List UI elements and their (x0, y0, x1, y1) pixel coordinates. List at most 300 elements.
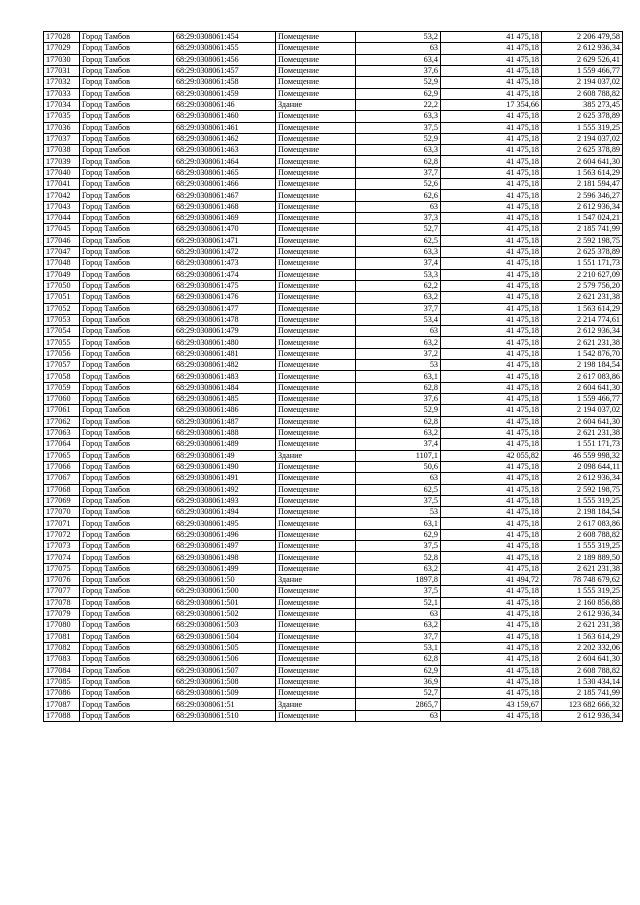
unit-cost-cell: 42 055,82 (441, 450, 542, 461)
unit-cost-cell: 41 475,18 (441, 54, 542, 65)
table-row (44, 699, 623, 710)
cadastral-value-cell: 2 621 231,38 (542, 292, 623, 303)
cadastral-number-cell: 68:29:0308061:461 (174, 122, 276, 133)
cadastral-number-cell: 68:29:0308061:471 (174, 235, 276, 246)
area-cell: 63,2 (356, 427, 441, 438)
object-type-cell: Помещение (276, 665, 356, 676)
area-cell: 62,8 (356, 654, 441, 665)
table-row (44, 77, 623, 88)
cadastral-value-cell: 1 555 319,25 (542, 495, 623, 506)
cadastral-value-cell: 2 608 788,82 (542, 88, 623, 99)
unit-cost-cell: 41 475,18 (441, 224, 542, 235)
cadastral-number-cell: 68:29:0308061:49 (174, 450, 276, 461)
unit-cost-cell: 41 475,18 (441, 439, 542, 450)
cadastral-number-cell: 68:29:0308061:466 (174, 179, 276, 190)
city-cell: Город Тамбов (80, 145, 174, 156)
area-cell: 62,8 (356, 382, 441, 393)
row-number-cell: 177071 (44, 518, 80, 529)
cadastral-value-cell: 2 604 641,30 (542, 416, 623, 427)
unit-cost-cell: 41 475,18 (441, 43, 542, 54)
area-cell: 62,9 (356, 88, 441, 99)
city-cell: Город Тамбов (80, 529, 174, 540)
city-cell: Город Тамбов (80, 575, 174, 586)
cadastral-number-cell: 68:29:0308061:464 (174, 156, 276, 167)
row-number-cell: 177047 (44, 246, 80, 257)
cadastral-value-cell: 1 563 614,29 (542, 303, 623, 314)
city-cell: Город Тамбов (80, 676, 174, 687)
object-type-cell: Помещение (276, 541, 356, 552)
object-type-cell: Помещение (276, 473, 356, 484)
cadastral-number-cell: 68:29:0308061:482 (174, 360, 276, 371)
city-cell: Город Тамбов (80, 32, 174, 43)
cadastral-number-cell: 68:29:0308061:475 (174, 280, 276, 291)
row-number-cell: 177063 (44, 427, 80, 438)
unit-cost-cell: 41 475,18 (441, 461, 542, 472)
city-cell: Город Тамбов (80, 360, 174, 371)
cadastral-value-cell: 2 198 184,54 (542, 507, 623, 518)
area-cell: 63,2 (356, 620, 441, 631)
city-cell: Город Тамбов (80, 699, 174, 710)
object-type-cell: Помещение (276, 167, 356, 178)
area-cell: 36,9 (356, 676, 441, 687)
cadastral-value-cell: 2 202 332,06 (542, 642, 623, 653)
area-cell: 52,9 (356, 133, 441, 144)
cadastral-number-cell: 68:29:0308061:500 (174, 586, 276, 597)
cadastral-value-cell: 2 181 594,47 (542, 179, 623, 190)
table-row (44, 688, 623, 699)
cadastral-value-cell: 385 273,45 (542, 99, 623, 110)
cadastral-value-cell: 2 194 037,02 (542, 77, 623, 88)
cadastral-value-cell: 2 617 083,86 (542, 518, 623, 529)
row-number-cell: 177064 (44, 439, 80, 450)
row-number-cell: 177058 (44, 371, 80, 382)
table-row (44, 65, 623, 76)
row-number-cell: 177054 (44, 326, 80, 337)
object-type-cell: Помещение (276, 642, 356, 653)
cadastral-number-cell: 68:29:0308061:492 (174, 484, 276, 495)
table-row (44, 32, 623, 43)
table-row (44, 495, 623, 506)
object-type-cell: Здание (276, 99, 356, 110)
unit-cost-cell: 41 475,18 (441, 88, 542, 99)
city-cell: Город Тамбов (80, 65, 174, 76)
table-row (44, 235, 623, 246)
city-cell: Город Тамбов (80, 405, 174, 416)
cadastral-number-cell: 68:29:0308061:481 (174, 348, 276, 359)
cadastral-value-cell: 1 555 319,25 (542, 541, 623, 552)
unit-cost-cell: 41 475,18 (441, 179, 542, 190)
city-cell: Город Тамбов (80, 620, 174, 631)
city-cell: Город Тамбов (80, 563, 174, 574)
cadastral-number-cell: 68:29:0308061:507 (174, 665, 276, 676)
cadastral-number-cell: 68:29:0308061:506 (174, 654, 276, 665)
row-number-cell: 177088 (44, 710, 80, 721)
city-cell: Город Тамбов (80, 213, 174, 224)
cadastral-value-cell: 2 612 936,34 (542, 326, 623, 337)
unit-cost-cell: 41 475,18 (441, 77, 542, 88)
table-row (44, 575, 623, 586)
cadastral-number-cell: 68:29:0308061:498 (174, 552, 276, 563)
row-number-cell: 177031 (44, 65, 80, 76)
row-number-cell: 177077 (44, 586, 80, 597)
table-row (44, 156, 623, 167)
table-row (44, 258, 623, 269)
city-cell: Город Тамбов (80, 665, 174, 676)
city-cell: Город Тамбов (80, 631, 174, 642)
cadastral-value-cell: 2 194 037,02 (542, 405, 623, 416)
unit-cost-cell: 41 475,18 (441, 360, 542, 371)
city-cell: Город Тамбов (80, 348, 174, 359)
unit-cost-cell: 41 475,18 (441, 280, 542, 291)
city-cell: Город Тамбов (80, 246, 174, 257)
object-type-cell: Здание (276, 450, 356, 461)
cadastral-number-cell: 68:29:0308061:496 (174, 529, 276, 540)
area-cell: 53,3 (356, 269, 441, 280)
cadastral-number-cell: 68:29:0308061:469 (174, 213, 276, 224)
table-row (44, 167, 623, 178)
row-number-cell: 177035 (44, 111, 80, 122)
table-row (44, 642, 623, 653)
cadastral-number-cell: 68:29:0308061:489 (174, 439, 276, 450)
area-cell: 37,6 (356, 394, 441, 405)
unit-cost-cell: 43 159,67 (441, 699, 542, 710)
table-row (44, 224, 623, 235)
object-type-cell: Помещение (276, 518, 356, 529)
row-number-cell: 177061 (44, 405, 80, 416)
object-type-cell: Помещение (276, 495, 356, 506)
area-cell: 62,6 (356, 190, 441, 201)
unit-cost-cell: 41 475,18 (441, 665, 542, 676)
table-row (44, 405, 623, 416)
cadastral-number-cell: 68:29:0308061:499 (174, 563, 276, 574)
cadastral-value-cell: 2 621 231,38 (542, 620, 623, 631)
cadastral-value-cell: 2 608 788,82 (542, 529, 623, 540)
area-cell: 62,8 (356, 416, 441, 427)
cadastral-number-cell: 68:29:0308061:460 (174, 111, 276, 122)
cadastral-value-cell: 2 621 231,38 (542, 563, 623, 574)
city-cell: Город Тамбов (80, 473, 174, 484)
object-type-cell: Помещение (276, 88, 356, 99)
table-row (44, 371, 623, 382)
table-row (44, 43, 623, 54)
object-type-cell: Помещение (276, 405, 356, 416)
table-row (44, 360, 623, 371)
row-number-cell: 177062 (44, 416, 80, 427)
table-row (44, 439, 623, 450)
unit-cost-cell: 41 475,18 (441, 292, 542, 303)
city-cell: Город Тамбов (80, 427, 174, 438)
object-type-cell: Помещение (276, 246, 356, 257)
cadastral-value-cell: 2 612 936,34 (542, 473, 623, 484)
object-type-cell: Помещение (276, 32, 356, 43)
area-cell: 63,2 (356, 292, 441, 303)
city-cell: Город Тамбов (80, 280, 174, 291)
table-row (44, 99, 623, 110)
object-type-cell: Помещение (276, 145, 356, 156)
object-type-cell: Помещение (276, 654, 356, 665)
cadastral-number-cell: 68:29:0308061:504 (174, 631, 276, 642)
cadastral-number-cell: 68:29:0308061:505 (174, 642, 276, 653)
object-type-cell: Помещение (276, 676, 356, 687)
area-cell: 52,6 (356, 179, 441, 190)
row-number-cell: 177082 (44, 642, 80, 653)
object-type-cell: Помещение (276, 156, 356, 167)
object-type-cell: Помещение (276, 371, 356, 382)
object-type-cell: Здание (276, 575, 356, 586)
row-number-cell: 177042 (44, 190, 80, 201)
table-row (44, 450, 623, 461)
object-type-cell: Помещение (276, 597, 356, 608)
cadastral-number-cell: 68:29:0308061:494 (174, 507, 276, 518)
table-row (44, 190, 623, 201)
cadastral-value-cell: 2 098 644,11 (542, 461, 623, 472)
cadastral-number-cell: 68:29:0308061:462 (174, 133, 276, 144)
unit-cost-cell: 41 475,18 (441, 145, 542, 156)
table-row (44, 710, 623, 721)
row-number-cell: 177081 (44, 631, 80, 642)
cadastral-value-cell: 1 551 171,73 (542, 439, 623, 450)
object-type-cell: Помещение (276, 382, 356, 393)
table-row (44, 608, 623, 619)
object-type-cell: Помещение (276, 224, 356, 235)
table-row (44, 541, 623, 552)
city-cell: Город Тамбов (80, 258, 174, 269)
unit-cost-cell: 17 354,66 (441, 99, 542, 110)
area-cell: 63,4 (356, 54, 441, 65)
object-type-cell: Помещение (276, 484, 356, 495)
city-cell: Город Тамбов (80, 495, 174, 506)
row-number-cell: 177038 (44, 145, 80, 156)
cadastral-value-cell: 2 604 641,30 (542, 382, 623, 393)
cadastral-value-cell: 1 551 171,73 (542, 258, 623, 269)
area-cell: 62,9 (356, 529, 441, 540)
area-cell: 63,1 (356, 518, 441, 529)
city-cell: Город Тамбов (80, 156, 174, 167)
object-type-cell: Помещение (276, 190, 356, 201)
unit-cost-cell: 41 475,18 (441, 190, 542, 201)
city-cell: Город Тамбов (80, 541, 174, 552)
city-cell: Город Тамбов (80, 586, 174, 597)
unit-cost-cell: 41 475,18 (441, 65, 542, 76)
object-type-cell: Помещение (276, 688, 356, 699)
table-row (44, 586, 623, 597)
cadastral-value-cell: 1 559 466,77 (542, 65, 623, 76)
table-row (44, 620, 623, 631)
document-page (43, 31, 623, 722)
unit-cost-cell: 41 475,18 (441, 688, 542, 699)
cadastral-number-cell: 68:29:0308061:487 (174, 416, 276, 427)
row-number-cell: 177037 (44, 133, 80, 144)
cadastral-value-cell: 2 185 741,99 (542, 224, 623, 235)
area-cell: 63 (356, 43, 441, 54)
area-cell: 37,3 (356, 213, 441, 224)
object-type-cell: Помещение (276, 552, 356, 563)
area-cell: 52,9 (356, 77, 441, 88)
unit-cost-cell: 41 475,18 (441, 631, 542, 642)
cadastral-number-cell: 68:29:0308061:490 (174, 461, 276, 472)
row-number-cell: 177033 (44, 88, 80, 99)
object-type-cell: Помещение (276, 608, 356, 619)
row-number-cell: 177055 (44, 337, 80, 348)
row-number-cell: 177085 (44, 676, 80, 687)
cadastral-value-cell: 46 559 998,32 (542, 450, 623, 461)
cadastral-value-cell: 1 555 319,25 (542, 122, 623, 133)
object-type-cell: Помещение (276, 43, 356, 54)
area-cell: 63,3 (356, 111, 441, 122)
table-row (44, 597, 623, 608)
area-cell: 63,2 (356, 337, 441, 348)
unit-cost-cell: 41 475,18 (441, 303, 542, 314)
table-row (44, 631, 623, 642)
unit-cost-cell: 41 475,18 (441, 269, 542, 280)
area-cell: 62,5 (356, 484, 441, 495)
table-row (44, 654, 623, 665)
row-number-cell: 177066 (44, 461, 80, 472)
city-cell: Город Тамбов (80, 710, 174, 721)
table-row (44, 54, 623, 65)
row-number-cell: 177032 (44, 77, 80, 88)
table-row (44, 280, 623, 291)
object-type-cell: Помещение (276, 77, 356, 88)
cadastral-number-cell: 68:29:0308061:501 (174, 597, 276, 608)
unit-cost-cell: 41 475,18 (441, 541, 542, 552)
city-cell: Город Тамбов (80, 507, 174, 518)
cadastral-number-cell: 68:29:0308061:476 (174, 292, 276, 303)
row-number-cell: 177040 (44, 167, 80, 178)
row-number-cell: 177070 (44, 507, 80, 518)
table-row (44, 111, 623, 122)
cadastral-number-cell: 68:29:0308061:503 (174, 620, 276, 631)
area-cell: 53,4 (356, 314, 441, 325)
cadastral-value-cell: 2 596 346,27 (542, 190, 623, 201)
unit-cost-cell: 41 475,18 (441, 586, 542, 597)
row-number-cell: 177046 (44, 235, 80, 246)
cadastral-number-cell: 68:29:0308061:509 (174, 688, 276, 699)
unit-cost-cell: 41 475,18 (441, 326, 542, 337)
row-number-cell: 177057 (44, 360, 80, 371)
cadastral-value-cell: 2 592 198,75 (542, 235, 623, 246)
cadastral-value-cell: 1 563 614,29 (542, 631, 623, 642)
cadastral-number-cell: 68:29:0308061:473 (174, 258, 276, 269)
object-type-cell: Помещение (276, 326, 356, 337)
unit-cost-cell: 41 475,18 (441, 507, 542, 518)
table-row (44, 269, 623, 280)
object-type-cell: Здание (276, 699, 356, 710)
object-type-cell: Помещение (276, 710, 356, 721)
object-type-cell: Помещение (276, 111, 356, 122)
row-number-cell: 177059 (44, 382, 80, 393)
cadastral-value-cell: 78 748 679,62 (542, 575, 623, 586)
unit-cost-cell: 41 475,18 (441, 676, 542, 687)
table-body (44, 32, 623, 722)
city-cell: Город Тамбов (80, 337, 174, 348)
cadastral-value-cell: 2 579 756,20 (542, 280, 623, 291)
row-number-cell: 177078 (44, 597, 80, 608)
unit-cost-cell: 41 475,18 (441, 642, 542, 653)
row-number-cell: 177056 (44, 348, 80, 359)
unit-cost-cell: 41 475,18 (441, 201, 542, 212)
unit-cost-cell: 41 475,18 (441, 382, 542, 393)
area-cell: 1897,8 (356, 575, 441, 586)
cadastral-number-cell: 68:29:0308061:478 (174, 314, 276, 325)
unit-cost-cell: 41 475,18 (441, 563, 542, 574)
city-cell: Город Тамбов (80, 552, 174, 563)
area-cell: 37,7 (356, 303, 441, 314)
area-cell: 52,8 (356, 552, 441, 563)
object-type-cell: Помещение (276, 235, 356, 246)
object-type-cell: Помещение (276, 213, 356, 224)
city-cell: Город Тамбов (80, 43, 174, 54)
unit-cost-cell: 41 475,18 (441, 405, 542, 416)
unit-cost-cell: 41 475,18 (441, 371, 542, 382)
area-cell: 37,7 (356, 631, 441, 642)
row-number-cell: 177052 (44, 303, 80, 314)
cadastral-value-cell: 1 555 319,25 (542, 586, 623, 597)
row-number-cell: 177039 (44, 156, 80, 167)
row-number-cell: 177044 (44, 213, 80, 224)
area-cell: 62,9 (356, 665, 441, 676)
table-row (44, 507, 623, 518)
area-cell: 63 (356, 201, 441, 212)
cadastral-number-cell: 68:29:0308061:474 (174, 269, 276, 280)
city-cell: Город Тамбов (80, 179, 174, 190)
row-number-cell: 177074 (44, 552, 80, 563)
row-number-cell: 177029 (44, 43, 80, 54)
object-type-cell: Помещение (276, 303, 356, 314)
row-number-cell: 177050 (44, 280, 80, 291)
cadastral-value-cell: 2 612 936,34 (542, 608, 623, 619)
row-number-cell: 177076 (44, 575, 80, 586)
table-row (44, 563, 623, 574)
area-cell: 63 (356, 473, 441, 484)
area-cell: 52,1 (356, 597, 441, 608)
area-cell: 63,3 (356, 246, 441, 257)
area-cell: 37,7 (356, 167, 441, 178)
cadastral-value-cell: 1 547 024,21 (542, 213, 623, 224)
row-number-cell: 177079 (44, 608, 80, 619)
cadastral-value-cell: 2 621 231,38 (542, 337, 623, 348)
unit-cost-cell: 41 475,18 (441, 156, 542, 167)
row-number-cell: 177060 (44, 394, 80, 405)
city-cell: Город Тамбов (80, 642, 174, 653)
city-cell: Город Тамбов (80, 77, 174, 88)
row-number-cell: 177048 (44, 258, 80, 269)
area-cell: 62,8 (356, 156, 441, 167)
row-number-cell: 177034 (44, 99, 80, 110)
object-type-cell: Помещение (276, 269, 356, 280)
cadastral-value-cell: 2 612 936,34 (542, 710, 623, 721)
table-row (44, 552, 623, 563)
area-cell: 52,7 (356, 688, 441, 699)
object-type-cell: Помещение (276, 439, 356, 450)
unit-cost-cell: 41 475,18 (441, 518, 542, 529)
row-number-cell: 177043 (44, 201, 80, 212)
city-cell: Город Тамбов (80, 688, 174, 699)
cadastral-value-cell: 2 592 198,75 (542, 484, 623, 495)
area-cell: 53 (356, 360, 441, 371)
cadastral-value-cell: 1 530 434,14 (542, 676, 623, 687)
object-type-cell: Помещение (276, 416, 356, 427)
object-type-cell: Помещение (276, 507, 356, 518)
cadastral-value-cell: 2 612 936,34 (542, 201, 623, 212)
city-cell: Город Тамбов (80, 88, 174, 99)
object-type-cell: Помещение (276, 394, 356, 405)
object-type-cell: Помещение (276, 529, 356, 540)
unit-cost-cell: 41 475,18 (441, 133, 542, 144)
table-row (44, 201, 623, 212)
city-cell: Город Тамбов (80, 326, 174, 337)
area-cell: 37,4 (356, 439, 441, 450)
